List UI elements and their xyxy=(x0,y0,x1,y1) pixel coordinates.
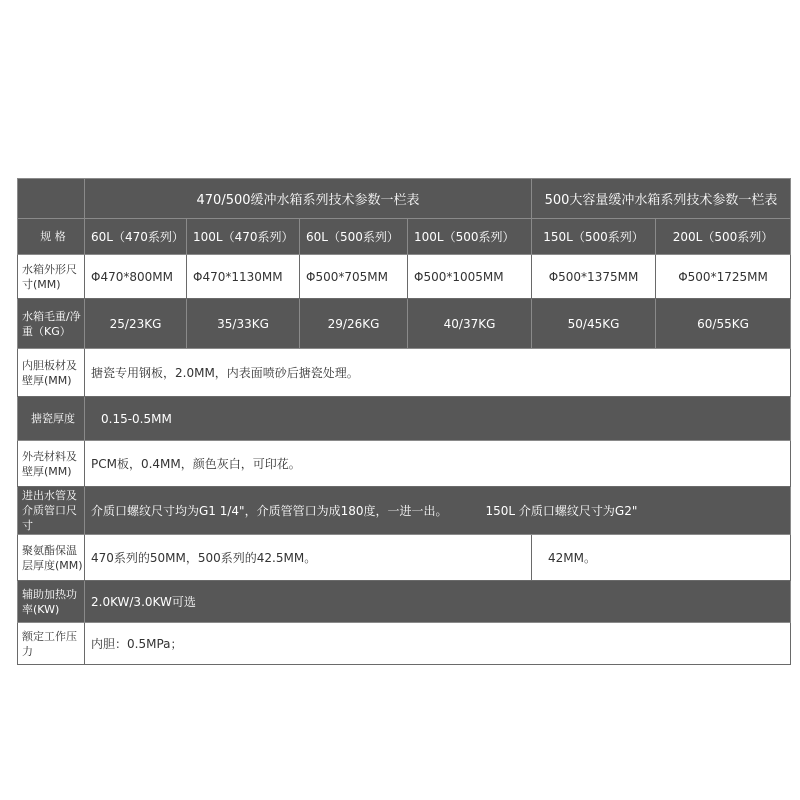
weight-label: 水箱毛重/净重（KG） xyxy=(18,299,85,349)
group2-title: 500大容量缓冲水箱系列技术参数一栏表 xyxy=(532,179,791,219)
size-cell: Φ500*705MM xyxy=(300,255,408,299)
spec-label: 规 格 xyxy=(18,219,85,255)
pipe-label: 进出水管及介质管口尺寸 xyxy=(18,487,85,535)
enamel-value: 0.15-0.5MM xyxy=(85,397,791,441)
model-cell: 60L（500系列） xyxy=(300,219,408,255)
enamel-row xyxy=(18,397,791,441)
size-cell: Φ500*1005MM xyxy=(408,255,532,299)
heater-row xyxy=(18,581,791,623)
weight-cell: 50/45KG xyxy=(532,299,656,349)
size-cell: Φ500*1725MM xyxy=(656,255,791,299)
weight-cell: 35/33KG xyxy=(187,299,300,349)
spec-table xyxy=(17,178,791,665)
model-cell: 200L（500系列） xyxy=(656,219,791,255)
weight-cell: 60/55KG xyxy=(656,299,791,349)
header-corner-cell xyxy=(18,179,85,219)
weight-row xyxy=(18,299,791,349)
liner-row xyxy=(18,349,791,397)
pressure-row xyxy=(18,623,791,665)
pipe-value-150l: 150L 介质口螺纹尺寸为G2" xyxy=(485,504,638,518)
size-cell: Φ470*800MM xyxy=(85,255,187,299)
group1-title: 470/500缓冲水箱系列技术参数一栏表 xyxy=(85,179,532,219)
pipe-value: 介质口螺纹尺寸均为G1 1/4"，介质管管口为成180度，一进一出。 xyxy=(91,504,448,518)
shell-row xyxy=(18,441,791,487)
size-label: 水箱外形尺寸(MM) xyxy=(18,255,85,299)
heater-label: 辅助加热功率(KW) xyxy=(18,581,85,623)
pipe-value-cell xyxy=(85,487,791,535)
pressure-value: 内胆：0.5MPa； xyxy=(85,623,791,665)
weight-cell: 40/37KG xyxy=(408,299,532,349)
weight-cell: 29/26KG xyxy=(300,299,408,349)
header-row xyxy=(18,179,791,219)
pressure-label: 额定工作压力 xyxy=(18,623,85,665)
model-cell: 100L（500系列） xyxy=(408,219,532,255)
heater-value: 2.0KW/3.0KW可选 xyxy=(85,581,791,623)
enamel-label: 搪瓷厚度 xyxy=(18,397,85,441)
shell-value: PCM板，0.4MM，颜色灰白，可印花。 xyxy=(85,441,791,487)
model-cell: 150L（500系列） xyxy=(532,219,656,255)
insulation-value: 470系列的50MM，500系列的42.5MM。 xyxy=(85,535,532,581)
liner-label: 内胆板材及壁厚(MM) xyxy=(18,349,85,397)
insulation-label: 聚氨酯保温层厚度(MM) xyxy=(18,535,85,581)
spec-row xyxy=(18,219,791,255)
pipe-row xyxy=(18,487,791,535)
liner-value: 搪瓷专用钢板，2.0MM，内表面喷砂后搪瓷处理。 xyxy=(85,349,791,397)
insulation-value-large: 42MM。 xyxy=(532,535,791,581)
shell-label: 外壳材料及壁厚(MM) xyxy=(18,441,85,487)
size-cell: Φ470*1130MM xyxy=(187,255,300,299)
insulation-row xyxy=(18,535,791,581)
model-cell: 60L（470系列） xyxy=(85,219,187,255)
weight-cell: 25/23KG xyxy=(85,299,187,349)
model-cell: 100L（470系列） xyxy=(187,219,300,255)
size-row xyxy=(18,255,791,299)
size-cell: Φ500*1375MM xyxy=(532,255,656,299)
